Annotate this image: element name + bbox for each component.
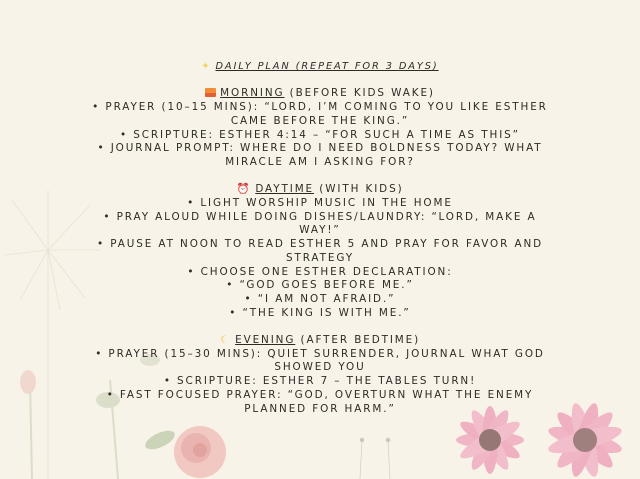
morning-heading: [0, 87, 640, 101]
evening-line: PLANNED FOR HARM.”: [244, 402, 396, 415]
morning-line: MIRACLE AM I ASKING FOR?: [225, 155, 415, 168]
sparkle-icon: ✦: [201, 61, 212, 72]
daytime-line: STRATEGY: [285, 251, 355, 264]
alarm-clock-icon: ⏰: [236, 183, 252, 196]
daytime-heading: [0, 183, 640, 197]
daily-plan-content: [0, 60, 640, 416]
daytime-line: WAY!”: [299, 224, 341, 237]
morning-line: • SCRIPTURE: ESTHER 4:14 – “FOR SUCH A TIME AS THIS”: [120, 128, 520, 141]
morning-line: • JOURNAL PROMPT: WHERE DO I NEED BOLDNESS TODAY? WHAT: [97, 142, 543, 155]
moon-icon: ☾: [219, 334, 232, 347]
daytime-line: • “GOD GOES BEFORE ME.”: [226, 279, 414, 292]
daytime-line: • PAUSE AT NOON TO READ ESTHER 5 AND PRAY FOR FAVOR AND: [96, 238, 544, 251]
evening-note: (AFTER BEDTIME): [300, 334, 421, 347]
daytime-line: • LIGHT WORSHIP MUSIC IN THE HOME: [187, 197, 453, 209]
daytime-line: • “THE KING IS WITH ME.”: [229, 306, 411, 319]
page-title: ✦ DAILY PLAN (REPEAT FOR 3 DAYS): [201, 61, 439, 72]
morning-note: (BEFORE KIDS WAKE): [289, 87, 435, 100]
morning-line: • PRAYER (10–15 MINS): “LORD, I’M COMING TO YOU LIKE ESTHER: [92, 101, 548, 114]
evening-heading: [0, 334, 640, 348]
evening-line: • PRAYER (15–30 MINS): QUIET SURRENDER, JOURNAL WHAT GOD: [95, 347, 545, 360]
daytime-line: • “I AM NOT AFRAID.”: [244, 292, 396, 305]
morning-title: MORNING: [220, 87, 285, 100]
daytime-title: DAYTIME: [255, 183, 315, 196]
evening-line: • SCRIPTURE: ESTHER 7 – THE TABLES TURN!: [163, 375, 477, 388]
daytime-line: • PRAY ALOUD WHILE DOING DISHES/LAUNDRY: “LORD, MAKE A: [103, 210, 537, 223]
evening-title: EVENING: [235, 334, 296, 347]
evening-line: SHOWED YOU: [274, 361, 366, 374]
daytime-note: (WITH KIDS): [319, 183, 404, 196]
morning-line: CAME BEFORE THE KING.”: [230, 114, 410, 127]
evening-line: • FAST FOCUSED PRAYER: “GOD, OVERTURN WHAT THE ENEMY: [106, 388, 534, 401]
daytime-line: • CHOOSE ONE ESTHER DECLARATION:: [187, 265, 453, 278]
sunrise-icon: [205, 88, 216, 97]
